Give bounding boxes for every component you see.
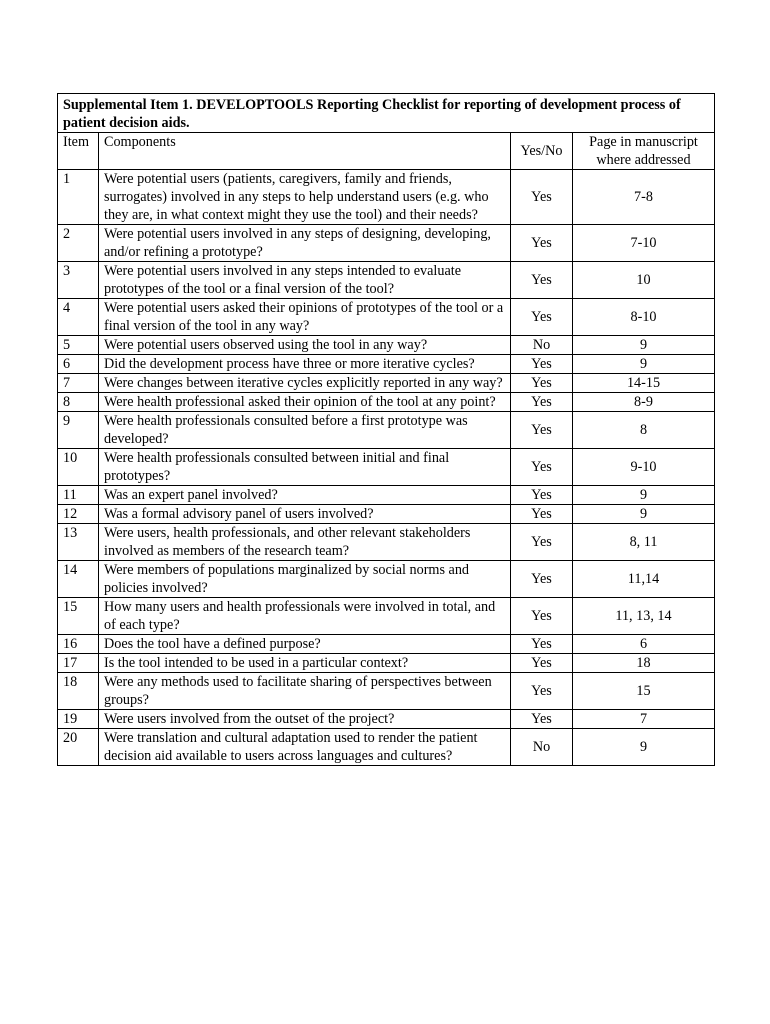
header-row: [58, 133, 715, 170]
table-row: [58, 598, 715, 635]
item-page: 8: [573, 412, 715, 449]
item-answer: No: [511, 336, 573, 355]
item-number: 16: [58, 635, 99, 654]
item-answer: Yes: [511, 374, 573, 393]
item-number: 19: [58, 710, 99, 729]
table-row: [58, 336, 715, 355]
item-page: 8, 11: [573, 524, 715, 561]
item-page: 7: [573, 710, 715, 729]
item-answer: Yes: [511, 486, 573, 505]
table-row: [58, 393, 715, 412]
table-row: [58, 355, 715, 374]
table-row: [58, 673, 715, 710]
item-page: 10: [573, 262, 715, 299]
item-number: 5: [58, 336, 99, 355]
item-answer: Yes: [511, 355, 573, 374]
item-page: 9: [573, 336, 715, 355]
table-row: [58, 225, 715, 262]
item-component: Were changes between iterative cycles explicitly reported in any way?: [99, 374, 511, 393]
item-answer: Yes: [511, 299, 573, 336]
header-page: Page in manuscript where addressed: [573, 133, 715, 170]
item-answer: Yes: [511, 449, 573, 486]
item-answer: No: [511, 729, 573, 766]
item-component: Were members of populations marginalized by social norms and policies involved?: [99, 561, 511, 598]
item-number: 1: [58, 170, 99, 225]
item-number: 17: [58, 654, 99, 673]
table-row: [58, 170, 715, 225]
table-row: [58, 299, 715, 336]
item-component: Were potential users observed using the tool in any way?: [99, 336, 511, 355]
table-row: [58, 729, 715, 766]
item-number: 18: [58, 673, 99, 710]
item-answer: Yes: [511, 654, 573, 673]
table-row: [58, 524, 715, 561]
header-yes-no: Yes/No: [511, 133, 573, 170]
table-row: [58, 654, 715, 673]
item-answer: Yes: [511, 710, 573, 729]
item-component: Were any methods used to facilitate sharing of perspectives between groups?: [99, 673, 511, 710]
table-title: Supplemental Item 1. DEVELOPTOOLS Reporting Checklist for reporting of development process of patient decision aids.: [58, 94, 715, 133]
item-answer: Yes: [511, 170, 573, 225]
item-page: 9: [573, 729, 715, 766]
item-number: 3: [58, 262, 99, 299]
item-number: 4: [58, 299, 99, 336]
item-component: Did the development process have three or more iterative cycles?: [99, 355, 511, 374]
item-component: Were health professionals consulted before a first prototype was developed?: [99, 412, 511, 449]
item-number: 14: [58, 561, 99, 598]
table-row: [58, 486, 715, 505]
item-page: 7-8: [573, 170, 715, 225]
item-number: 7: [58, 374, 99, 393]
item-page: 11,14: [573, 561, 715, 598]
title-row: [58, 94, 715, 133]
item-answer: Yes: [511, 524, 573, 561]
item-page: 9-10: [573, 449, 715, 486]
item-component: Was a formal advisory panel of users involved?: [99, 505, 511, 524]
item-number: 15: [58, 598, 99, 635]
item-component: Were translation and cultural adaptation used to render the patient decision aid available to users across languages and cultures?: [99, 729, 511, 766]
item-answer: Yes: [511, 505, 573, 524]
item-number: 12: [58, 505, 99, 524]
header-components: Components: [99, 133, 511, 170]
item-answer: Yes: [511, 561, 573, 598]
item-page: 15: [573, 673, 715, 710]
item-page: 7-10: [573, 225, 715, 262]
item-component: Were health professional asked their opinion of the tool at any point?: [99, 393, 511, 412]
item-answer: Yes: [511, 225, 573, 262]
item-component: How many users and health professionals were involved in total, and of each type?: [99, 598, 511, 635]
item-component: Were users involved from the outset of the project?: [99, 710, 511, 729]
item-number: 10: [58, 449, 99, 486]
item-component: Were potential users (patients, caregivers, family and friends, surrogates) involved in any steps to help understand users (e.g. who they are, in what context might they use the tool) and their needs?: [99, 170, 511, 225]
header-item: Item: [58, 133, 99, 170]
item-page: 8-10: [573, 299, 715, 336]
item-page: 14-15: [573, 374, 715, 393]
item-answer: Yes: [511, 598, 573, 635]
item-component: Does the tool have a defined purpose?: [99, 635, 511, 654]
table-row: [58, 710, 715, 729]
table-row: [58, 449, 715, 486]
item-number: 13: [58, 524, 99, 561]
item-number: 11: [58, 486, 99, 505]
item-page: 8-9: [573, 393, 715, 412]
item-page: 18: [573, 654, 715, 673]
item-answer: Yes: [511, 635, 573, 654]
item-page: 9: [573, 505, 715, 524]
item-answer: Yes: [511, 393, 573, 412]
table-row: [58, 561, 715, 598]
table-row: [58, 505, 715, 524]
item-component: Were potential users asked their opinions of prototypes of the tool or a final version of the tool in any way?: [99, 299, 511, 336]
item-answer: Yes: [511, 412, 573, 449]
item-number: 9: [58, 412, 99, 449]
item-page: 9: [573, 355, 715, 374]
table-row: [58, 635, 715, 654]
item-component: Were potential users involved in any steps intended to evaluate prototypes of the tool or a final version of the tool?: [99, 262, 511, 299]
reporting-checklist-table: [57, 93, 715, 766]
item-page: 11, 13, 14: [573, 598, 715, 635]
item-answer: Yes: [511, 673, 573, 710]
item-page: 6: [573, 635, 715, 654]
item-component: Were potential users involved in any steps of designing, developing, and/or refining a prototype?: [99, 225, 511, 262]
item-page: 9: [573, 486, 715, 505]
item-number: 2: [58, 225, 99, 262]
item-number: 8: [58, 393, 99, 412]
item-component: Was an expert panel involved?: [99, 486, 511, 505]
item-component: Were health professionals consulted between initial and final prototypes?: [99, 449, 511, 486]
table-row: [58, 262, 715, 299]
item-component: Were users, health professionals, and other relevant stakeholders involved as members of the research team?: [99, 524, 511, 561]
item-number: 6: [58, 355, 99, 374]
item-number: 20: [58, 729, 99, 766]
item-answer: Yes: [511, 262, 573, 299]
table-row: [58, 374, 715, 393]
table-row: [58, 412, 715, 449]
item-component: Is the tool intended to be used in a particular context?: [99, 654, 511, 673]
